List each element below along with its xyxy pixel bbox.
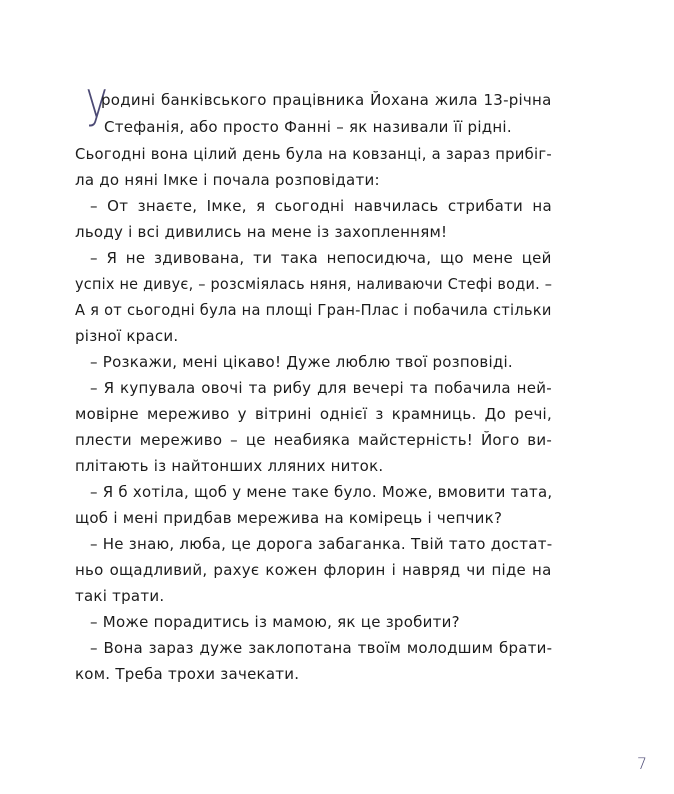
text-line: – От знаєте, Імке, я сьогодні навчилась стрибати на: [90, 197, 552, 215]
text-line: – Може порадитись із мамою, як це зробити?: [90, 613, 460, 631]
page-number: 7: [636, 754, 647, 773]
text-line: плітають із найтонших лляних ниток.: [75, 457, 384, 475]
text-line: такі трати.: [75, 587, 165, 605]
text-line: плести мереживо – це неабияка майстерність! Його ви-: [75, 431, 553, 449]
text-line: – Я б хотіла, щоб у мене таке було. Може, вмовити тата,: [90, 483, 553, 501]
text-line: А я от сьогодні була на площі Гран-Плас і побачила стільки: [75, 301, 552, 319]
text-line: щоб і мені придбав мережива на комірець і чепчик?: [75, 509, 503, 527]
text-line: ньо ощадливий, рахує кожен флорин і навряд чи піде на: [75, 561, 552, 579]
text-line: Сьогодні вона цілий день була на ковзанці, а зараз прибіг-: [75, 145, 552, 163]
text-line: – Я не здивована, ти така непосидюча, що мене цей: [90, 249, 552, 267]
text-line: родині банківського працівника Йохана жила 13-річна: [101, 91, 552, 109]
text-line: – Я купувала овочі та рибу для вечері та побачила ней-: [90, 379, 552, 397]
text-line: – Не знаю, люба, це дорога забаганка. Твій тато достат-: [90, 535, 553, 553]
text-line: – Розкажи, мені цікаво! Дуже люблю твої розповіді.: [90, 353, 513, 371]
text-line: ком. Треба трохи зачекати.: [75, 665, 300, 683]
text-line: різної краси.: [75, 327, 179, 345]
drop-cap: У: [86, 80, 108, 138]
text-line: мовірне мереживо у вітрині однієї з крамниць. До речі,: [75, 405, 552, 423]
text-line: ла до няні Імке і почала розповідати:: [75, 171, 380, 189]
text-line: успіх не дивує, – розсміялась няня, наливаючи Стефі води. –: [75, 275, 553, 293]
text-line: Стефанія, або просто Фанні – як називали її рідні.: [104, 118, 512, 136]
text-line: льоду і всі дивились на мене із захопленням!: [75, 223, 448, 241]
text-line: – Вона зараз дуже заклопотана твоїм молодшим брати-: [90, 639, 553, 657]
